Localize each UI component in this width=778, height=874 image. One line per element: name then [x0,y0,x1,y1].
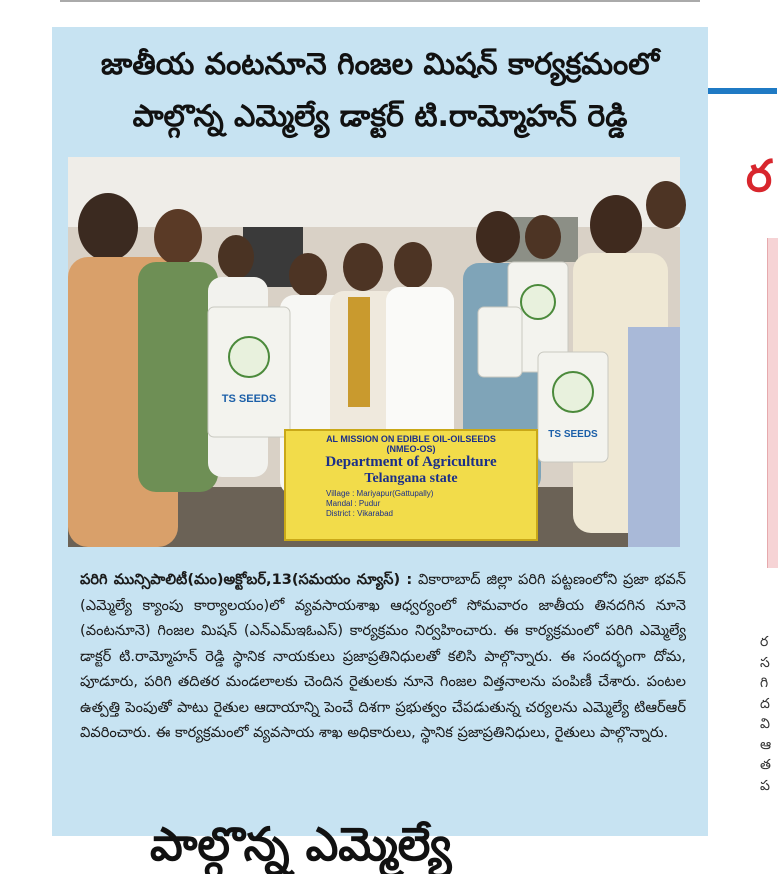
article-body-text: వికారాబాద్ జిల్లా పరిగి పట్టణంలోని ప్రజా భవన్ (ఎమ్మెల్యే క్యాంపు కార్యాలయం)లో వ్యవసాయశాఖ ఆధ్వర్యంలో సోమవారం జాతీయ తినదగిన నూనె (వంటనూనె) గింజల మిషన్ (ఎన్ఎమ్ఇఓఎస్) కార్యక్రమం నిర్వహించారు. ఈ కార్యక్రమంలో పరిగి ఎమ్మెల్యే డాక్టర్ టి.రామ్మోహన్ రెడ్డి స్థానిక నాయకులు ప్రజాప్రతినిధులతో కలిసి పాల్గొన్నారు. ఈ సందర్భంగా దోమ, పూడూరు, పరిగి తదితర మండలాలకు చెందిన రైతులకు నూనె గింజల విత్తనాలను పంపిణీ చేశారు. పంటల ఉత్పత్తి పెంపుతో పాటు రైతుల ఆదాయాన్ని పెంచే దిశగా ప్రభుత్వం చేపడుతున్న చర్యలను ఎమ్మెల్యే టిఆర్ఆర్ వివరించారు. ఈ కార్యక్రమంలో వ్యవసాయ శాఖ అధికారులు, స్థానిక ప్రజాప్రతినిధులు, రైతులు పాల్గొన్నారు. [80,571,686,741]
headline-line-1: జాతీయ వంటనూనె గింజల మిషన్ కార్యక్రమంలో [100,47,660,82]
banner-district-value: Vikarabad [357,509,394,518]
banner-village-label: Village [326,489,350,498]
article-headline [52,27,708,143]
article-dateline: పరిగి మున్సిపాలిటీ(మం)అక్టోబర్,13(సమయం న్యూస్) : [80,571,413,588]
side-column-line: గి [760,675,769,691]
side-column-line: ప [760,777,770,794]
banner-line-4: Telangana state [364,471,458,486]
side-accent-stripe [708,88,777,94]
side-column-line: ఆ [760,736,772,753]
side-column-line: ర [760,634,769,650]
side-article-column [760,632,777,796]
news-article [52,27,708,871]
next-article-headline: పాల్గొన్న ఎమ్మెల్యే [150,817,452,871]
banner-location-block: Village : Mariyapur(Gattupally) Mandal : Pudur District : Vikarabad [326,489,434,518]
side-ad-box [767,238,778,568]
side-column-line: ద [760,695,770,712]
svg-text:TS SEEDS: TS SEEDS [221,393,277,405]
side-column-line: వి [760,716,770,732]
headline-line-2: పాల్గొన్న ఎమ్మెల్యే డాక్టర్ టి.రామ్మోహన్ రెడ్డి [132,99,628,134]
banner-line-2: (NMEO-OS) [386,444,436,454]
article-body [80,567,686,746]
top-rule [60,0,700,8]
banner-line-1: AL MISSION ON EDIBLE OIL-OILSEEDS [326,434,496,444]
agriculture-banner [284,429,538,541]
side-column-line: త [760,757,771,773]
svg-text:TS SEEDS: TS SEEDS [548,429,598,440]
banner-line-3: Department of Agriculture [325,454,497,470]
side-article-headline: ర [746,151,773,202]
banner-mandal-value: Pudur [358,499,381,508]
side-column-line: స [760,654,770,671]
banner-village-value: Mariyapur(Gattupally) [356,489,434,498]
banner-mandal-label: Mandal [326,499,353,508]
article-photo [68,157,680,547]
banner-district-label: District [326,509,351,518]
